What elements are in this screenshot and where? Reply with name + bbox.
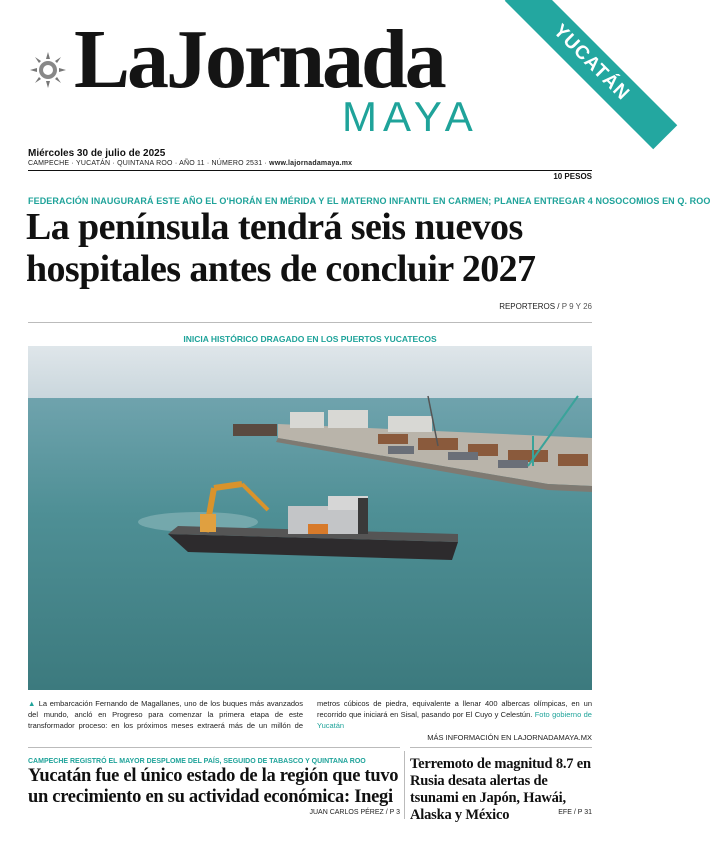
column-divider [404, 751, 405, 819]
more-info-link[interactable]: MÁS INFORMACIÓN EN LAJORNADAMAYA.MX [427, 733, 592, 742]
price-label: 10 PESOS [553, 172, 592, 181]
right-story-headline[interactable]: Terremoto de magnitud 8.7 en Rusia desata alertas de tsunami en Japón, Hawái, Alaska y México [410, 756, 591, 823]
divider [28, 747, 400, 748]
website-link[interactable]: www.lajornadamaya.mx [269, 160, 353, 167]
lead-kicker: FEDERACIÓN INAUGURARÁ ESTE AÑO EL O'HORÁN EN MÉRIDA Y EL MATERNO INFANTIL EN CARMEN; PLANEA ENTREGAR 4 NOSOCOMIOS EN Q. ROO [28, 196, 710, 206]
left-story-byline: JUAN CARLOS PÉREZ / P 3 [309, 809, 400, 816]
right-story-byline: EFE / P 31 [558, 809, 592, 816]
photo-kicker: INICIA HISTÓRICO DRAGADO EN LOS PUERTOS YUCATECOS [183, 334, 437, 344]
photo-credit: Foto gobierno de Yucatán [317, 710, 592, 730]
photo-caption [28, 698, 592, 731]
left-story-kicker: CAMPECHE REGISTRÓ EL MAYOR DESPLOME DEL PAÍS, SEGUIDO DE TABASCO Y QUINTANA ROO [28, 758, 366, 765]
sun-logo-icon [28, 50, 68, 90]
issue-meta [28, 160, 352, 167]
lead-page-ref[interactable]: P 9 Y 26 [561, 302, 592, 311]
lead-headline[interactable]: La península tendrá seis nuevos hospitales antes de concluir 2027 [26, 206, 536, 290]
lead-byline-author: REPORTEROS / [499, 302, 560, 311]
edition-ribbon-label: YUCATÁN [505, 0, 678, 149]
issue-date: Miércoles 30 de julio de 2025 [28, 148, 166, 159]
masthead-logo[interactable]: LaJornada [74, 13, 444, 106]
divider [28, 322, 592, 323]
caption-marker-icon: ▲ [28, 699, 37, 708]
left-story-headline[interactable]: Yucatán fue el único estado de la región que tuvo un crecimiento en su actividad económica: Inegi [28, 766, 399, 807]
dredger-photo [28, 346, 592, 690]
issue-meta-text: CAMPECHE · YUCATÁN · QUINTANA ROO · AÑO 11 · NÚMERO 2531 · [28, 160, 268, 167]
divider [28, 170, 592, 171]
edition-ribbon [450, 0, 634, 140]
caption-text: La embarcación Fernando de Magallanes, uno de los buques más avanzados del mundo, ancló en Progreso para comenzar la primera etapa de este transformador proceso: en los próximos meses extraerá más de un millón de metros cúbicos de piedra, equivalente a llenar 400 albercas olímpicas, en un recorrido que iniciará en Sisal, pasando por El Cuyo y Celestún. [28, 699, 592, 730]
masthead-subtitle: MAYA [342, 93, 479, 140]
divider [410, 747, 592, 748]
lead-byline [499, 302, 592, 311]
